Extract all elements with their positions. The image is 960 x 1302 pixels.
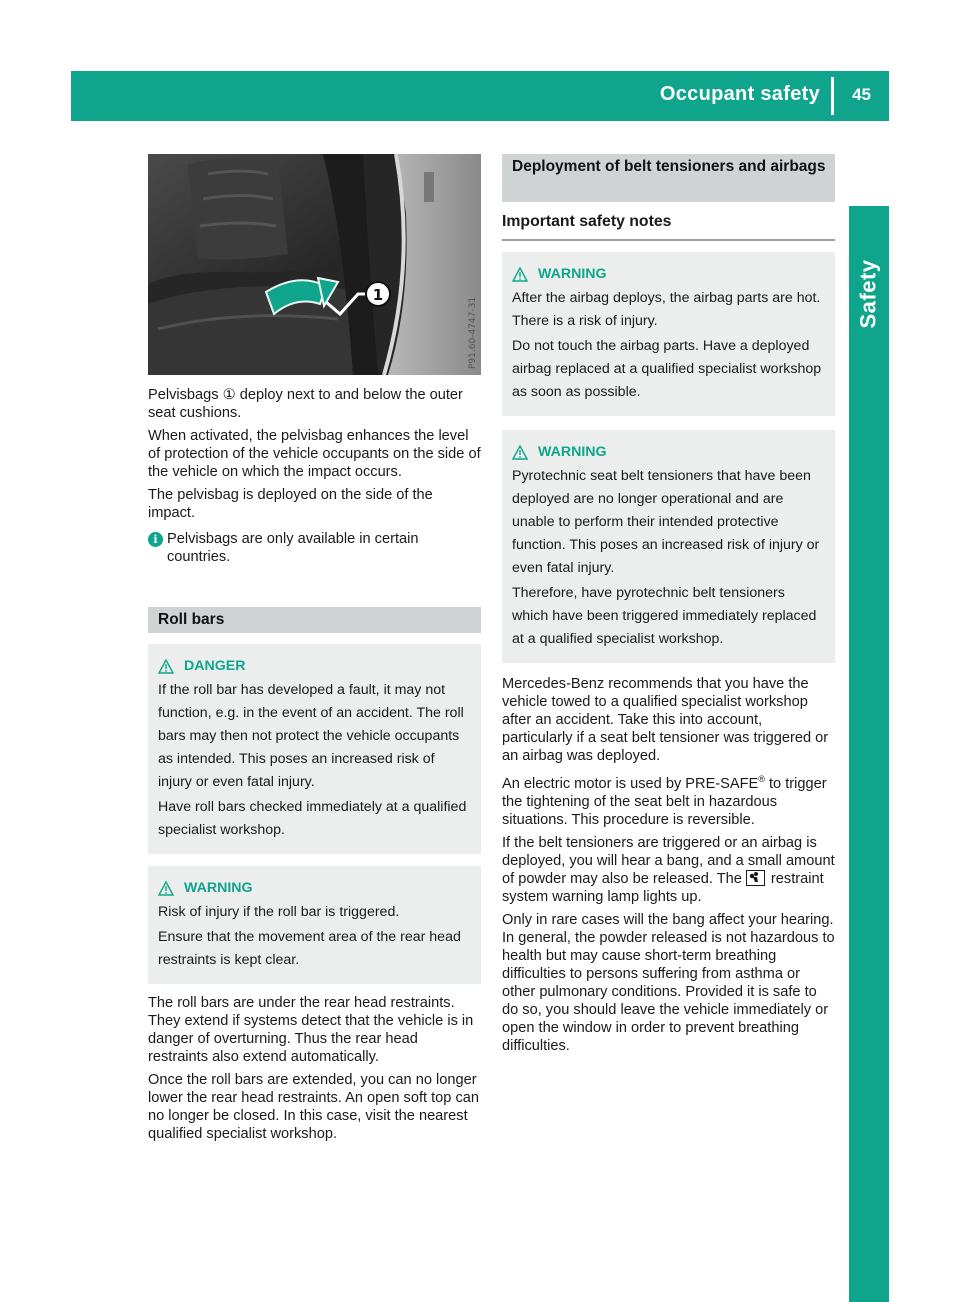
- pelvisbag-photo: [148, 154, 481, 375]
- info-note: [148, 530, 481, 566]
- right-column: [502, 154, 835, 1060]
- roll-bars-extended-paragraph: Once the roll bars are extended, you can no longer lower the rear head restraints. An open soft top can no longer be closed. In this case, visit the nearest qualified specialist workshop.: [148, 1072, 479, 1142]
- deployment-side-paragraph: The pelvisbag is deployed on the side of the impact.: [148, 487, 433, 521]
- activation-paragraph: When activated, the pelvisbag enhances the level of protection of the vehicle occupants on the side of the vehicle on which the impact occurs.: [148, 428, 481, 480]
- info-icon: i: [148, 532, 163, 547]
- airbag-warning-box: [502, 252, 835, 416]
- info-text: Pelvisbags are only available in certain countries.: [167, 531, 419, 565]
- warning-text-1: Risk of injury if the roll bar is triggered.: [158, 904, 400, 920]
- warning1-text-1: After the airbag deploys, the airbag parts are hot. There is a risk of injury.: [512, 290, 821, 329]
- danger-label: DANGER: [184, 658, 246, 674]
- roll-bars-heading: Roll bars: [148, 607, 481, 633]
- header-divider: [831, 77, 834, 115]
- warning-label: WARNING: [184, 880, 253, 896]
- restraint-system-icon: [746, 870, 765, 886]
- towing-paragraph: Mercedes-Benz recommends that you have the vehicle towed to a qualified specialist workshop after an accident. Take this into account, particularly if a seat belt tensioner was triggered or an airbag was deployed.: [502, 676, 829, 764]
- warning-triangle-icon: [512, 445, 528, 460]
- warning2-text-2: Therefore, have pyrotechnic belt tensioners which have been triggered immediately replaced at a qualified specialist workshop.: [512, 585, 817, 647]
- danger-text-2: Have roll bars checked immediately at a qualified specialist workshop.: [158, 799, 467, 838]
- hearing-paragraph: Only in rare cases will the bang affect your hearing. In general, the powder released is not hazardous to health but may cause short-term breathing difficulties to persons suffering from asthma or other pulmonary conditions. Provided it is safe to do so, you should leave the vehicle immediately or open the window in order to prevent breathing difficulties.: [502, 911, 835, 1054]
- danger-text-1: If the roll bar has developed a fault, it may not function, e.g. in the event of an accident. The roll bars may then not protect the vehicle occupants as intended. This poses an increased risk of injury or even fatal injury.: [158, 682, 464, 790]
- roll-bar-warning-box: [148, 866, 481, 984]
- warning-label: WARNING: [538, 266, 607, 282]
- tensioner-warning-box: [502, 430, 835, 663]
- header-title: Occupant safety: [659, 83, 820, 105]
- bang-paragraph: If the belt tensioners are triggered or an airbag is deployed, you will hear a bang, and a small amount of powder may also be released. The restraint system warning lamp lights up.: [502, 834, 835, 905]
- warning-triangle-icon: [158, 881, 174, 896]
- figure-code: P91.60-4747-31: [468, 296, 478, 369]
- page-header: [71, 71, 889, 121]
- warning1-text-2: Do not touch the airbag parts. Have a deployed airbag replaced at a qualified specialist workshop as soon as possible.: [512, 338, 822, 400]
- pre-safe-paragraph: An electric motor is used by PRE-SAFE® to trigger the tightening of the seat belt in hazardous situations. This procedure is reversible.: [502, 774, 827, 828]
- page-number: 45: [852, 85, 871, 104]
- safety-notes-heading: Important safety notes: [502, 213, 835, 241]
- warning-triangle-icon: [158, 659, 174, 674]
- warning-text-2: Ensure that the movement area of the rear head restraints is kept clear.: [158, 929, 461, 968]
- warning-triangle-icon: [512, 267, 528, 282]
- figure-callout: 1: [372, 286, 384, 304]
- side-tab-label: Safety: [856, 258, 882, 329]
- side-tab: [849, 206, 889, 1302]
- pelvisbag-paragraph: Pelvisbags ① deploy next to and below the outer seat cushions.: [148, 387, 463, 421]
- left-column: [148, 154, 481, 1148]
- warning2-text-1: Pyrotechnic seat belt tensioners that have been deployed are no longer operational and are unable to perform their intended protective function. This poses an increased risk of injury or even fatal injury.: [512, 468, 820, 576]
- belt-tensioners-heading: Deployment of belt tensioners and airbags: [502, 154, 835, 202]
- warning-label: WARNING: [538, 444, 607, 460]
- roll-bars-paragraph: The roll bars are under the rear head restraints. They extend if systems detect that the vehicle is in danger of overturning. Thus the rear head restraints also extend automatically.: [148, 995, 474, 1065]
- danger-box: [148, 644, 481, 854]
